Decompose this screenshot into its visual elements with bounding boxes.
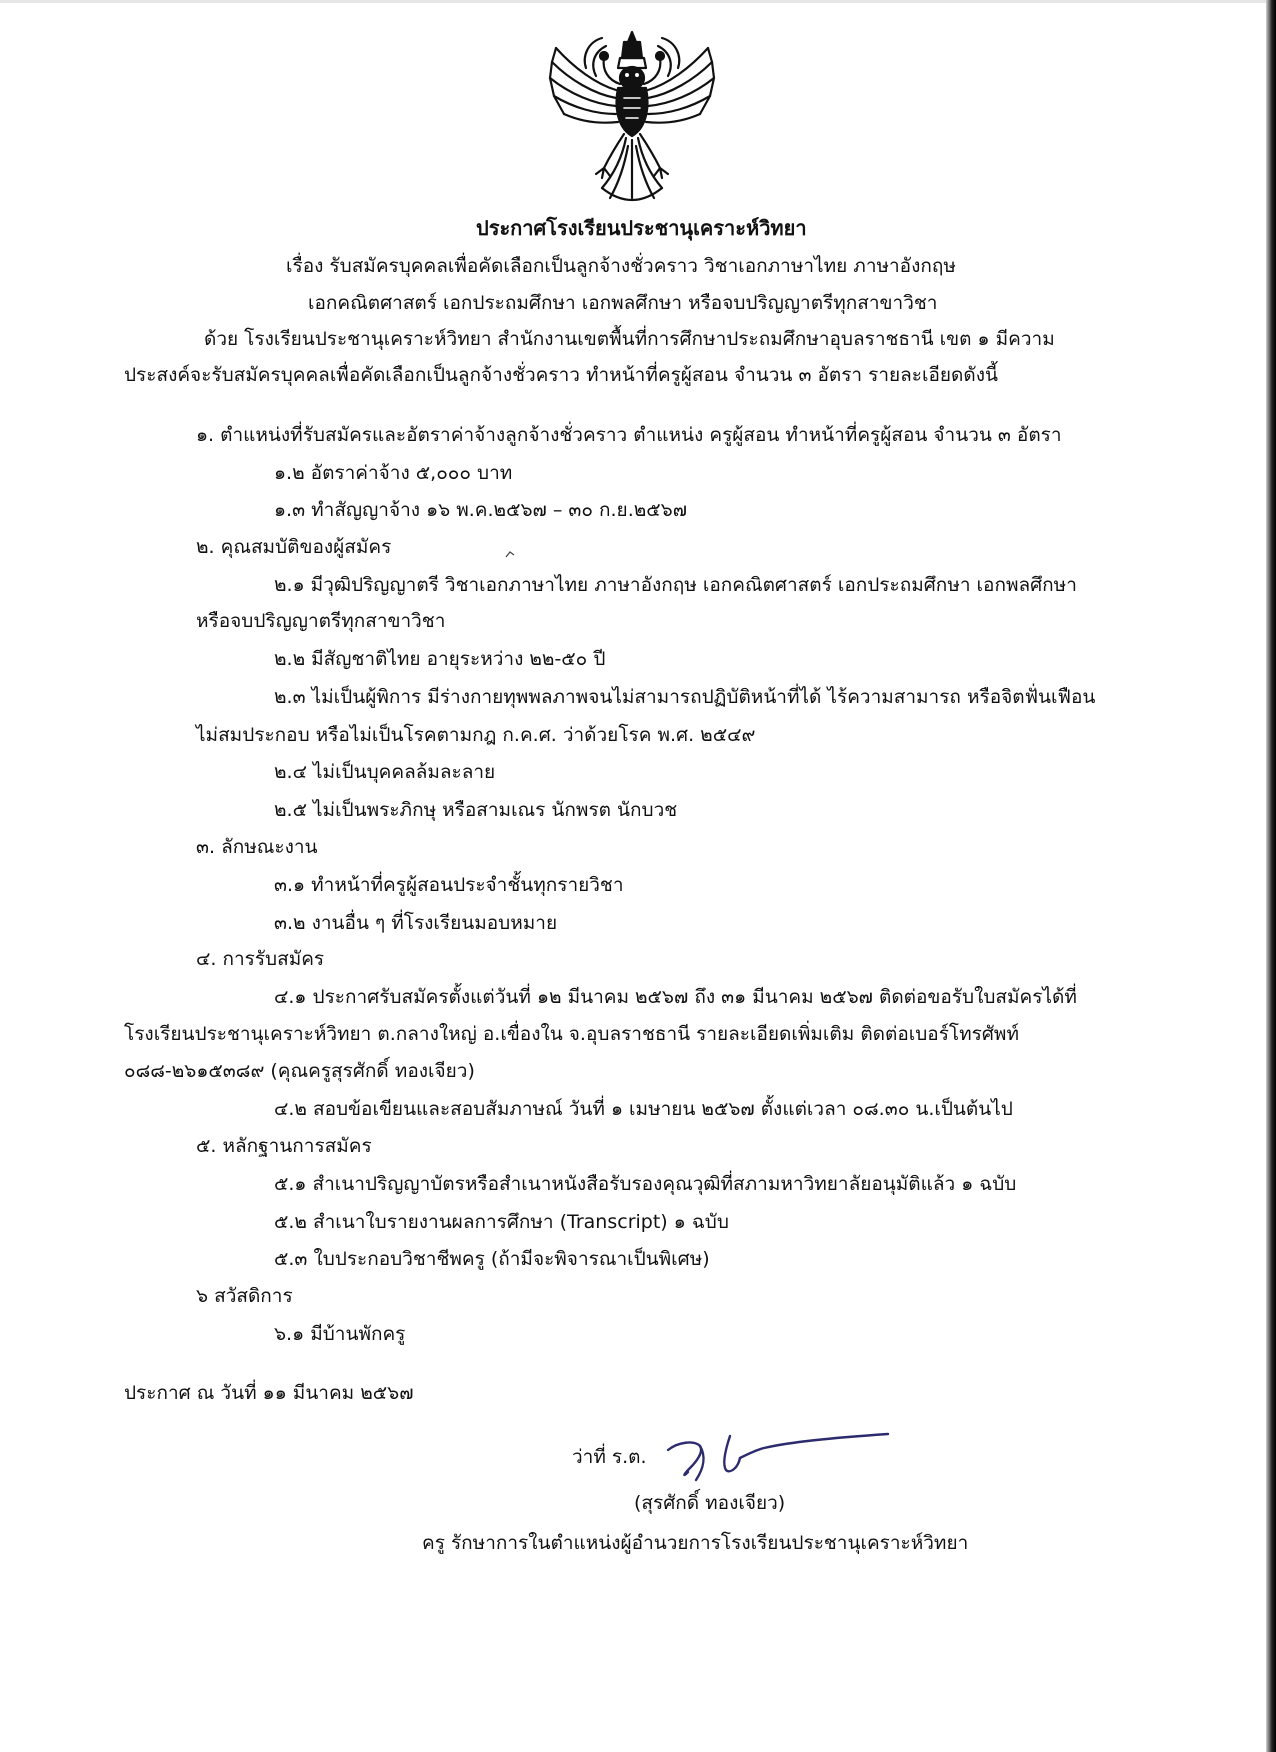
item-2-5: ๒.๕ ไม่เป็นพระภิกษุ หรือสามเณร นักพรต นักบวช <box>274 799 678 821</box>
item-2-2: ๒.๒ มีสัญชาติไทย อายุระหว่าง ๒๒-๕๐ ปี <box>274 648 606 670</box>
item-6-1: ๖.๑ มีบ้านพักครู <box>274 1323 406 1345</box>
section-3-heading: ๓. ลักษณะงาน <box>196 836 318 858</box>
signer-name: (สุรศักดิ์ ทองเจียว) <box>634 1492 786 1514</box>
item-5-3: ๕.๓ ใบประกอบวิชาชีพครู (ถ้ามีจะพิจารณาเป็นพิเศษ) <box>274 1248 710 1270</box>
item-5-1: ๕.๑ สำเนาปริญญาบัตรหรือสำเนาหนังสือรับรองคุณวุฒิที่สภามหาวิทยาลัยอนุมัติแล้ว ๑ ฉบับ <box>274 1173 1017 1195</box>
item-3-2: ๓.๒ งานอื่น ๆ ที่โรงเรียนมอบหมาย <box>274 912 558 934</box>
section-2-heading: ๒. คุณสมบัติของผู้สมัคร <box>196 536 392 558</box>
item-4-2: ๔.๒ สอบข้อเขียนและสอบสัมภาษณ์ วันที่ ๑ เมษายน ๒๕๖๗ ตั้งแต่เวลา ๐๘.๓๐ น.เป็นต้นไป <box>274 1098 1013 1120</box>
page-title: ประกาศโรงเรียนประชานุเคราะห์วิทยา <box>476 216 807 240</box>
item-5-2: ๕.๒ สำเนาใบรายงานผลการศึกษา (Transcript) ๑ ฉบับ <box>274 1211 729 1233</box>
ink-mark <box>505 550 515 558</box>
item-4-1-line-3: ๐๘๘-๒๖๑๕๓๘๙ (คุณครูสุรศักดิ์ ทองเจียว) <box>124 1060 475 1082</box>
signer-prefix: ว่าที่ ร.ต. <box>572 1446 647 1468</box>
item-1-2: ๑.๒ อัตราค่าจ้าง ๕,๐๐๐ บาท <box>274 462 513 484</box>
item-3-1: ๓.๑ ทำหน้าที่ครูผู้สอนประจำชั้นทุกรายวิชา <box>274 874 624 896</box>
item-2-3-line-2: ไม่สมประกอบ หรือไม่เป็นโรคตามกฎ ก.ค.ศ. ว่าด้วยโรค พ.ศ. ๒๕๔๙ <box>196 724 756 746</box>
signer-position: ครู รักษาการในตำแหน่งผู้อำนวยการโรงเรียนประชานุเคราะห์วิทยา <box>422 1532 969 1554</box>
section-6-heading: ๖ สวัสดิการ <box>196 1285 293 1307</box>
item-2-1-line-2: หรือจบปริญญาตรีทุกสาขาวิชา <box>196 610 446 632</box>
garuda-emblem-icon <box>544 28 720 206</box>
subject-line-2: เอกคณิตศาสตร์ เอกประถมศึกษา เอกพลศึกษา หรือจบปริญญาตรีทุกสาขาวิชา <box>308 292 938 314</box>
subject-line-1: เรื่อง รับสมัครบุคคลเพื่อคัดเลือกเป็นลูกจ้างชั่วคราว วิชาเอกภาษาไทย ภาษาอังกฤษ <box>286 255 956 277</box>
item-1-3: ๑.๓ ทำสัญญาจ้าง ๑๖ พ.ค.๒๕๖๗ – ๓๐ ก.ย.๒๕๖๗ <box>274 499 687 521</box>
signature-icon <box>660 1428 892 1488</box>
announcement-date: ประกาศ ณ วันที่ ๑๑ มีนาคม ๒๕๖๗ <box>124 1382 414 1404</box>
item-2-3-line-1: ๒.๓ ไม่เป็นผู้พิการ มีร่างกายทุพพลภาพจนไม่สามารถปฏิบัติหน้าที่ได้ ไร้ความสามารถ หรือจิตฟั่นเฟือน <box>274 686 1096 708</box>
item-4-1-line-1: ๔.๑ ประกาศรับสมัครตั้งแต่วันที่ ๑๒ มีนาคม ๒๕๖๗ ถึง ๓๑ มีนาคม ๒๕๖๗ ติดต่อขอรับใบสมัครได้ที่ <box>274 986 1077 1008</box>
section-4-heading: ๔. การรับสมัคร <box>196 948 325 970</box>
item-2-4: ๒.๔ ไม่เป็นบุคคลล้มละลาย <box>274 761 496 783</box>
item-4-1-line-2: โรงเรียนประชานุเคราะห์วิทยา ต.กลางใหญ่ อ.เขื่องใน จ.อุบลราชธานี รายละเอียดเพิ่มเติม ติดต่อเบอร์โทรศัพท์ <box>124 1023 1019 1045</box>
item-2-1-line-1: ๒.๑ มีวุฒิปริญญาตรี วิชาเอกภาษาไทย ภาษาอังกฤษ เอกคณิตศาสตร์ เอกประถมศึกษา เอกพลศึกษา <box>274 574 1077 596</box>
section-1-heading: ๑. ตำแหน่งที่รับสมัครและอัตราค่าจ้างลูกจ้างชั่วคราว ตำแหน่ง ครูผู้สอน ทำหน้าที่ครูผู้สอน จำนวน ๓ อัตรา <box>196 424 1062 446</box>
scan-right-edge <box>1266 0 1276 1752</box>
intro-line-1: ด้วย โรงเรียนประชานุเคราะห์วิทยา สำนักงานเขตพื้นที่การศึกษาประถมศึกษาอุบลราชธานี เขต ๑ มีความ <box>204 328 1055 350</box>
scan-top-edge <box>0 0 1276 3</box>
intro-line-2: ประสงค์จะรับสมัครบุคคลเพื่อคัดเลือกเป็นลูกจ้างชั่วคราว ทำหน้าที่ครูผู้สอน จำนวน ๓ อัตรา รายละเอียดดังนี้ <box>124 364 998 386</box>
section-5-heading: ๕. หลักฐานการสมัคร <box>196 1135 372 1157</box>
